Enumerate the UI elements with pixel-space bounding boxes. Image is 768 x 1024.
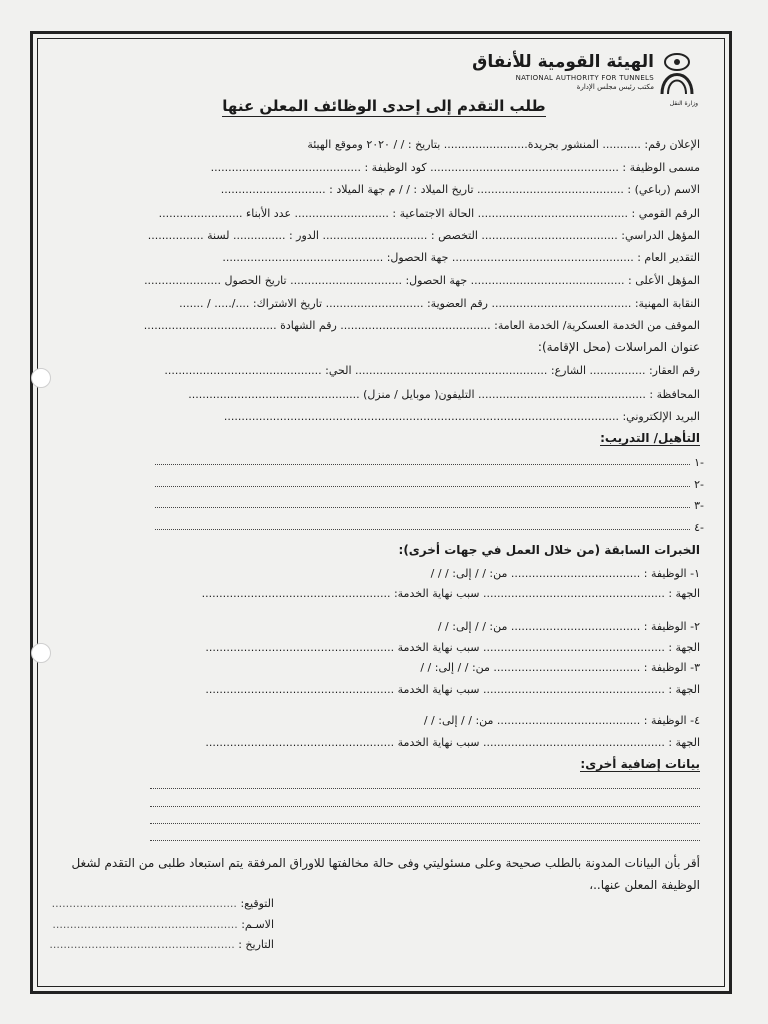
grade-line: التقدير العام : .................................................... جهة الحصول: .............................................. <box>222 251 700 264</box>
experience-2-entity: الجهة : .................................................... سبب نهاية الخدمة ...................................................... <box>205 641 700 654</box>
training-item-line <box>155 486 690 487</box>
additional-info-line <box>150 806 700 807</box>
signature-row <box>52 897 274 910</box>
form-title: طلب التقدم إلى إحدى الوظائف المعلن عنها <box>222 97 546 115</box>
experience-4-job: ٤- الوظيفة : ......................................... من: / / إلى: / / <box>423 714 700 727</box>
name-dots: ..................................................... <box>52 918 238 931</box>
name-row <box>52 918 274 931</box>
experience-1-job: ١- الوظيفة : ..................................... من: / / إلى: / / / <box>430 567 700 580</box>
additional-info-line <box>150 840 700 841</box>
experience-3-entity: الجهة : .................................................... سبب نهاية الخدمة ...................................................... <box>205 683 700 696</box>
training-item-number: -٢ <box>694 478 704 491</box>
military-service-line: الموقف من الخدمة العسكرية/ الخدمة العامة: ........................................... رقم الشهادة ...................................... <box>143 319 700 332</box>
higher-qualification-line: المؤهل الأعلى : ............................................ جهة الحصول: ................................ تاريخ الحصول ...................... <box>144 274 700 287</box>
additional-info-heading: بيانات إضافية أخرى: <box>580 757 700 771</box>
announcement-line: الإعلان رقم: ........... المنشور بجريدة........................ بتاريخ : / / ٢٠٢٠ وموقع الهيئة <box>307 138 700 151</box>
experience-1-entity: الجهة : .................................................... سبب نهاية الخدمة: ...................................................... <box>201 587 700 600</box>
training-item-number: -٤ <box>694 521 704 534</box>
training-item-line <box>155 507 690 508</box>
additional-info-line <box>150 788 700 789</box>
name-line: الاسم (رباعي) : .......................................... تاريخ الميلاد : / / م جهة الميلاد : .............................. <box>220 183 700 196</box>
training-item-line <box>155 529 690 530</box>
name-label: الاسـم: <box>241 918 274 931</box>
training-item-number: -١ <box>694 456 704 469</box>
address-line: رقم العقار: ................ الشارع: ....................................................... الحي: ............................................. <box>164 364 700 377</box>
date-label: التاريخ : <box>238 938 274 951</box>
punch-hole <box>31 368 51 388</box>
ministry-label: وزارة النقل <box>669 100 698 107</box>
tunnel-logo-icon <box>656 50 698 98</box>
job-title-line: مسمى الوظيفة : ...................................................... كود الوظيفة : ........................................... <box>210 161 700 174</box>
governorate-line: المحافظة : ................................................ التليفون( موبايل / منزل) ................................................. <box>188 388 700 401</box>
org-name-arabic: الهيئة القومية للأنفاق <box>472 52 654 72</box>
qualification-line: المؤهل الدراسي: ....................................... التخصص : .............................. الدور : ............... لسنة ................ <box>147 229 700 242</box>
org-name-english: NATIONAL AUTHORITY FOR TUNNELS <box>515 74 654 82</box>
declaration-text: أقر بأن البيانات المدونة بالطلب صحيحة وعلى مسئوليتي وفى حالة مخالفتها للاوراق المرفقة يتم استبعاد طلبى من التقدم لشغل الوظيفة المعلن عنها..، <box>71 856 700 892</box>
experience-heading: الخبرات السابقة (من خلال العمل في جهات أخرى): <box>398 543 700 557</box>
syndicate-line: النقابة المهنية: ........................................ رقم العضوية: ............................ تاريخ الاشتراك: ..../..... / ....... <box>179 297 700 310</box>
punch-hole <box>31 643 51 663</box>
inner-border <box>37 38 725 987</box>
additional-info-line <box>150 823 700 824</box>
date-dots: ..................................................... <box>49 938 235 951</box>
email-line: البريد الإلكتروني: ................................................................................................................. <box>223 410 700 423</box>
experience-4-entity: الجهة : .................................................... سبب نهاية الخدمة ...................................................... <box>205 736 700 749</box>
experience-3-job: ٣- الوظيفة : .......................................... من: / / إلى: / / <box>420 661 700 674</box>
address-heading: عنوان المراسلات (محل الإقامة): <box>537 340 700 354</box>
training-item-number: -٣ <box>694 499 704 512</box>
experience-2-job: ٢- الوظيفة : ..................................... من: / / إلى: / / <box>437 620 700 633</box>
training-item-line <box>155 464 690 465</box>
signature-label: التوقيع: <box>240 897 274 910</box>
national-id-line: الرقم القومي : ........................................... الحالة الاجتماعية : ........................... عدد الأبناء ........................ <box>158 207 700 220</box>
signature-dots: ..................................................... <box>51 897 237 910</box>
date-row <box>49 938 274 951</box>
office-label: مكتب رئيس مجلس الإدارة <box>576 83 654 91</box>
training-heading: التأهيل/ التدريب: <box>600 431 700 445</box>
